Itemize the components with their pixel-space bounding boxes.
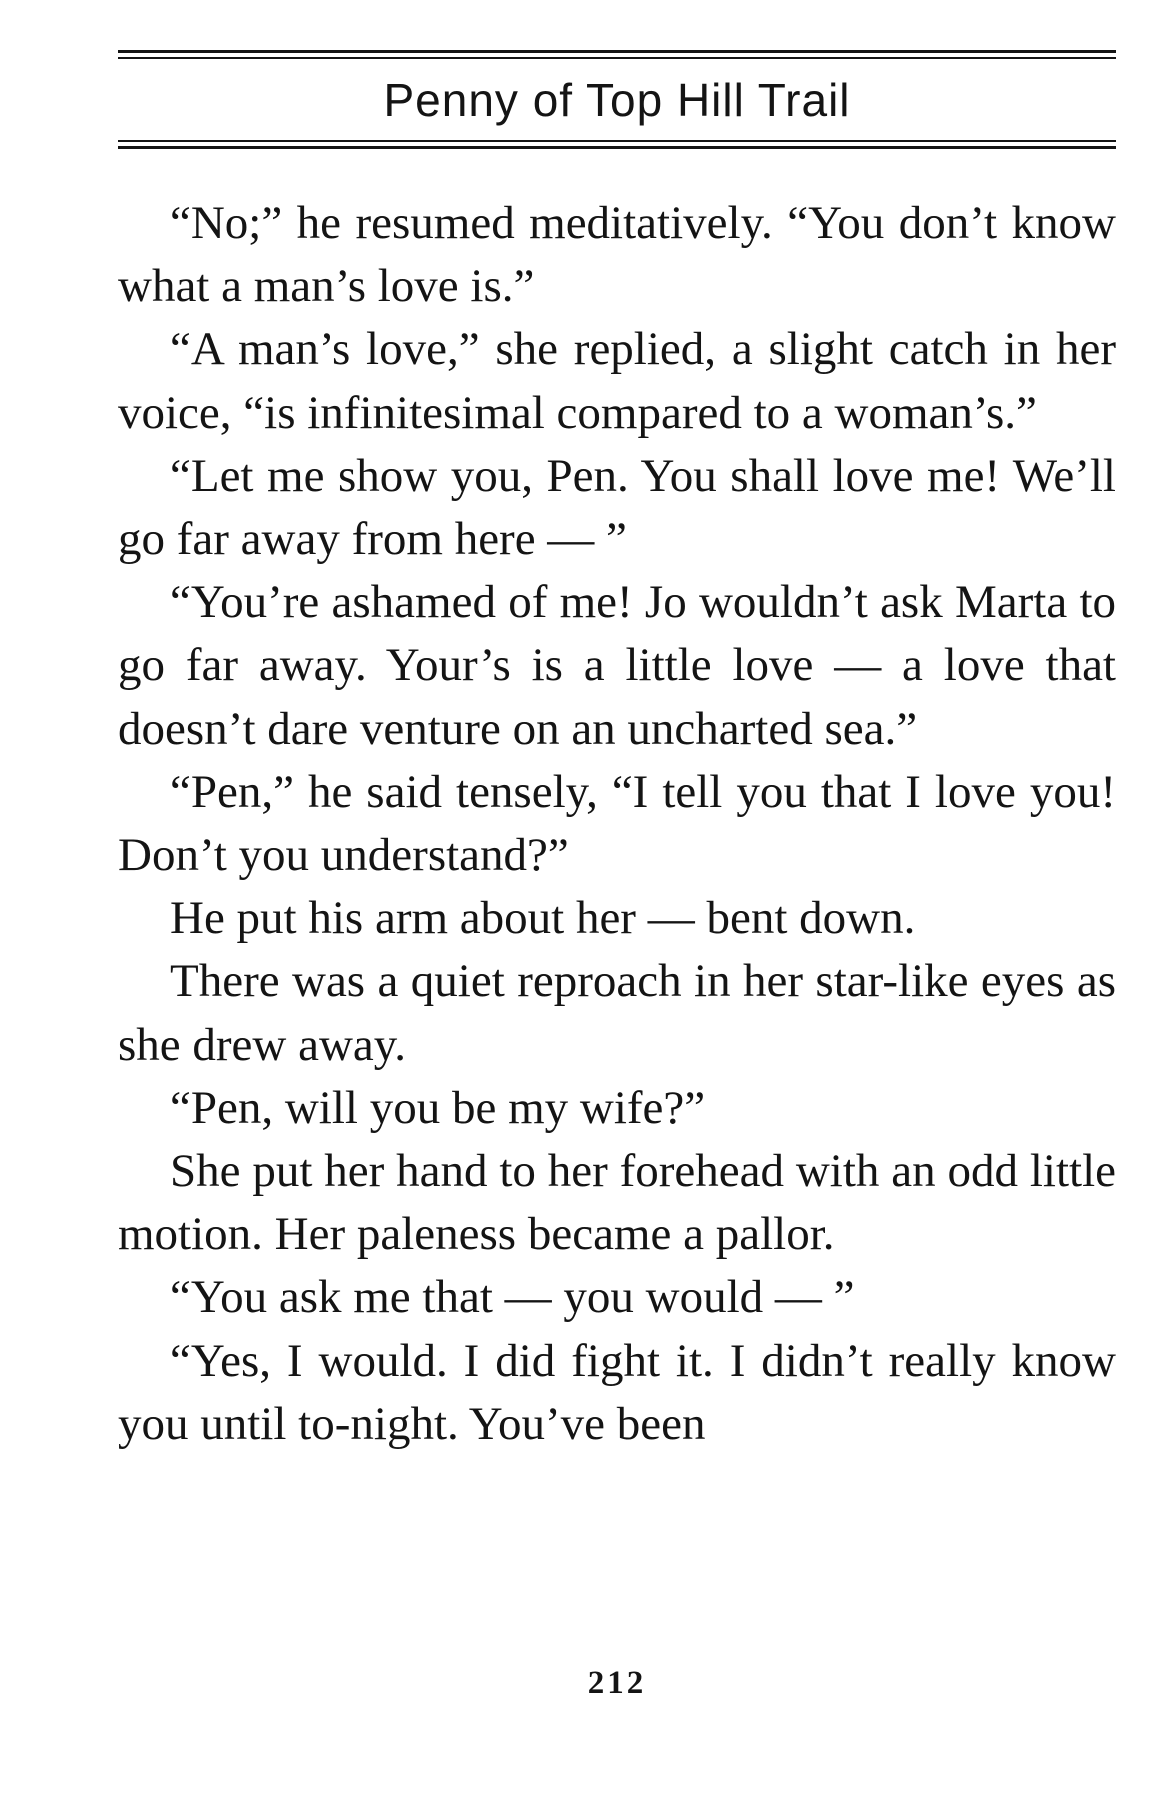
- paragraph: She put her hand to her forehead with an odd little motion. Her paleness became a pallor.: [118, 1145, 1116, 1261]
- paragraph: “Yes, I would. I did fight it. I didn’t really know you until to-night. You’ve been: [118, 1334, 1116, 1450]
- running-title: Penny of Top Hill Trail: [383, 74, 851, 126]
- paragraph: “You ask me that — you would — ”: [170, 1271, 855, 1324]
- header-rule: [118, 140, 1116, 142]
- header-rule: [118, 50, 1116, 53]
- header-rule: [118, 57, 1116, 59]
- page-number: 212: [587, 1665, 647, 1701]
- paragraph: “A man’s love,” she replied, a slight catch in her voice, “is infinitesimal compared to a woman’s.”: [118, 323, 1116, 439]
- paragraph: “You’re ashamed of me! Jo wouldn’t ask Marta to go far away. Your’s is a little love — a love that doesn’t dare venture on an uncharted sea.”: [118, 576, 1116, 755]
- paragraph: “No;” he resumed meditatively. “You don’t know what a man’s love is.”: [118, 197, 1116, 313]
- header-bottom-rules: [118, 140, 1116, 153]
- paragraph: There was a quiet reproach in her star-like eyes as she drew away.: [118, 955, 1116, 1071]
- header-top-rules: [118, 50, 1116, 63]
- body-text: [118, 192, 1116, 1456]
- paragraph: “Let me show you, Pen. You shall love me! We’ll go far away from here — ”: [118, 449, 1116, 566]
- paragraph: “Pen, will you be my wife?”: [170, 1081, 706, 1134]
- header-rule: [118, 146, 1116, 149]
- paragraph: He put his arm about her — bent down.: [170, 892, 916, 945]
- paragraph: “Pen,” he said tensely, “I tell you that I love you! Don’t you understand?”: [118, 765, 1116, 882]
